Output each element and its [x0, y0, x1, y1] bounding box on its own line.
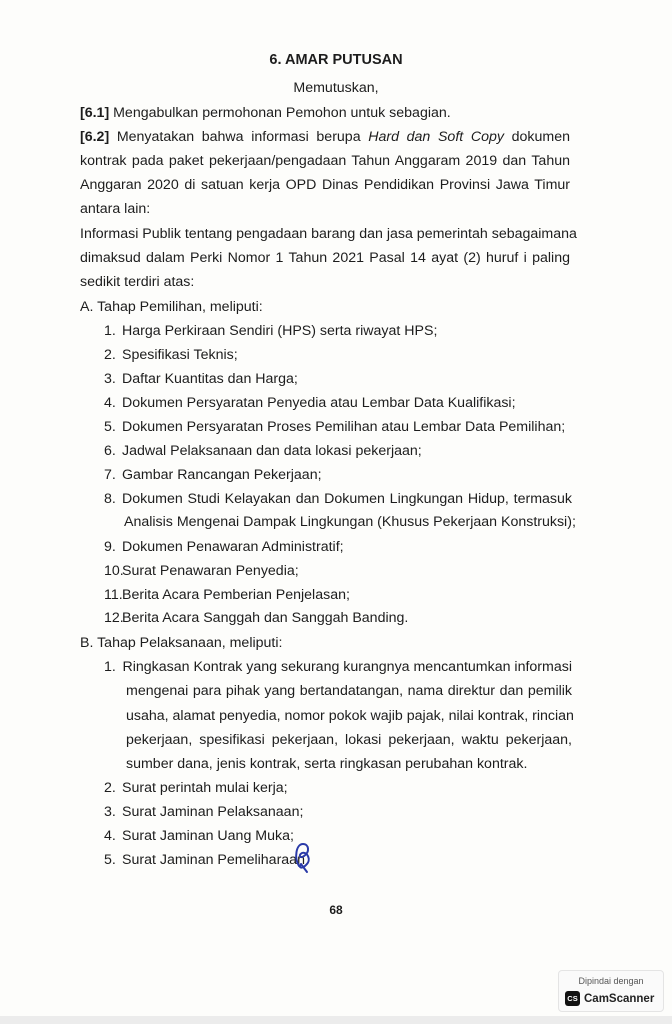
- scan-bottom-edge: [0, 1016, 672, 1024]
- list-item: [104, 345, 238, 365]
- list-number: 3.: [104, 804, 116, 820]
- list-item: [104, 657, 572, 677]
- list-text: Dokumen Persyaratan Penyedia atau Lembar Data Kualifikasi;: [122, 395, 516, 411]
- list-item: [104, 489, 572, 509]
- list-item: [104, 369, 298, 389]
- camscanner-logo-icon: CS: [565, 991, 580, 1006]
- list-number: 6.: [104, 443, 116, 459]
- list-text: Surat Jaminan Pelaksanaan;: [122, 804, 304, 820]
- signature-scribble-icon: [290, 838, 316, 874]
- list-item: [104, 537, 344, 557]
- list-item-continuation: sumber dana, jenis kontrak, serta ringkasan perubahan kontrak.: [126, 756, 528, 772]
- list-item: [104, 826, 294, 846]
- section-title: 6. AMAR PUTUSAN: [269, 52, 403, 68]
- paragraph-text: Mengabulkan permohonan Pemohon untuk sebagian.: [109, 105, 451, 121]
- list-item: [104, 417, 565, 437]
- list-item-continuation: mengenai para pihak yang bertandatangan, nama direktur dan pemilik: [126, 683, 572, 699]
- list-item: [104, 585, 350, 605]
- paragraph-text: dokumen: [503, 129, 570, 145]
- page-number: 68: [329, 903, 343, 917]
- list-number: 5.: [104, 852, 116, 868]
- list-number: 9.: [104, 539, 116, 555]
- list-text: Dokumen Persyaratan Proses Pemilihan atau Lembar Data Pemilihan;: [122, 419, 566, 435]
- list-text: Spesifikasi Teknis;: [122, 347, 238, 363]
- list-number: 7.: [104, 467, 116, 483]
- list-text: Gambar Rancangan Pekerjaan;: [122, 467, 322, 483]
- list-item-continuation: pekerjaan, spesifikasi pekerjaan, lokasi pekerjaan, waktu pekerjaan,: [126, 732, 572, 748]
- paragraph-6-2-line: kontrak pada paket pekerjaan/pengadaan Tahun Anggaram 2019 dan Tahun: [80, 153, 570, 169]
- list-text: Surat Jaminan Uang Muka;: [122, 828, 294, 844]
- paragraph-tag: [6.2]: [80, 129, 110, 145]
- list-text: Dokumen Penawaran Administratif;: [122, 539, 344, 555]
- list-item: [104, 778, 288, 798]
- list-item-continuation: Analisis Mengenai Dampak Lingkungan (Khusus Pekerjaan Konstruksi);: [124, 514, 576, 530]
- list-number: 2.: [104, 780, 116, 796]
- list-number: 10.: [104, 563, 124, 579]
- list-text: Berita Acara Pemberian Penjelasan;: [122, 587, 350, 603]
- list-text: Surat Jaminan Pemeliharaan: [122, 852, 305, 868]
- info-line: dimaksud dalam Perki Nomor 1 Tahun 2021 Pasal 14 ayat (2) huruf i paling: [80, 250, 570, 266]
- list-item: [104, 321, 437, 341]
- list-item: [104, 608, 408, 628]
- list-text: Dokumen Studi Kelayakan dan Dokumen Lingkungan Hidup, termasuk: [122, 491, 572, 507]
- list-number: 4.: [104, 828, 116, 844]
- list-number: 8.: [104, 491, 116, 507]
- paragraph-text: Menyatakan bahwa informasi berupa: [109, 129, 369, 145]
- paragraph-tag: [6.1]: [80, 105, 110, 121]
- list-text: Surat Penawaran Penyedia;: [122, 563, 299, 579]
- list-number: 1.: [104, 323, 116, 339]
- memutuskan-heading: Memutuskan,: [293, 80, 379, 96]
- camscanner-watermark: [558, 970, 664, 1012]
- list-item: [104, 561, 299, 581]
- list-text: Berita Acara Sanggah dan Sanggah Banding.: [122, 610, 409, 626]
- section-b-heading: B. Tahap Pelaksanaan, meliputi:: [80, 635, 283, 651]
- list-number: 12.: [104, 610, 124, 626]
- list-text: Jadwal Pelaksanaan dan data lokasi pekerjaan;: [122, 443, 422, 459]
- list-item-continuation: usaha, alamat penyedia, nomor pokok wajib pajak, nilai kontrak, rincian: [126, 708, 574, 724]
- list-number: 2.: [104, 347, 116, 363]
- camscanner-caption: Dipindai dengan: [578, 976, 644, 986]
- paragraph-6-2-line: [80, 127, 570, 147]
- list-text: Surat perintah mulai kerja;: [122, 780, 288, 796]
- paragraph-6-1: [80, 103, 570, 123]
- section-a-heading: A. Tahap Pemilihan, meliputi:: [80, 299, 263, 315]
- list-item: [104, 465, 322, 485]
- list-item: [104, 441, 422, 461]
- list-number: 5.: [104, 419, 116, 435]
- list-number: 1.: [104, 659, 116, 675]
- info-line: sedikit terdiri atas:: [80, 274, 195, 290]
- list-item: [104, 393, 516, 413]
- info-line: Informasi Publik tentang pengadaan barang dan jasa pemerintah sebagaimana: [80, 226, 577, 242]
- list-text: Harga Perkiraan Sendiri (HPS) serta riwayat HPS;: [122, 323, 438, 339]
- list-item: [104, 850, 305, 870]
- paragraph-6-2-line: Anggaran 2020 di satuan kerja OPD Dinas Pendidikan Provinsi Jawa Timur: [80, 177, 570, 193]
- paragraph-6-2-line: antara lain:: [80, 201, 151, 217]
- camscanner-name: CamScanner: [584, 992, 655, 1005]
- list-item: [104, 802, 303, 822]
- list-text: Ringkasan Kontrak yang sekurang kurangnya mencantumkan informasi: [122, 659, 572, 675]
- list-number: 4.: [104, 395, 116, 411]
- list-number: 11.: [104, 587, 123, 603]
- list-number: 3.: [104, 371, 116, 387]
- list-text: Daftar Kuantitas dan Harga;: [122, 371, 298, 387]
- camscanner-brand: [565, 991, 654, 1006]
- italic-term: Hard dan Soft Copy: [368, 129, 504, 145]
